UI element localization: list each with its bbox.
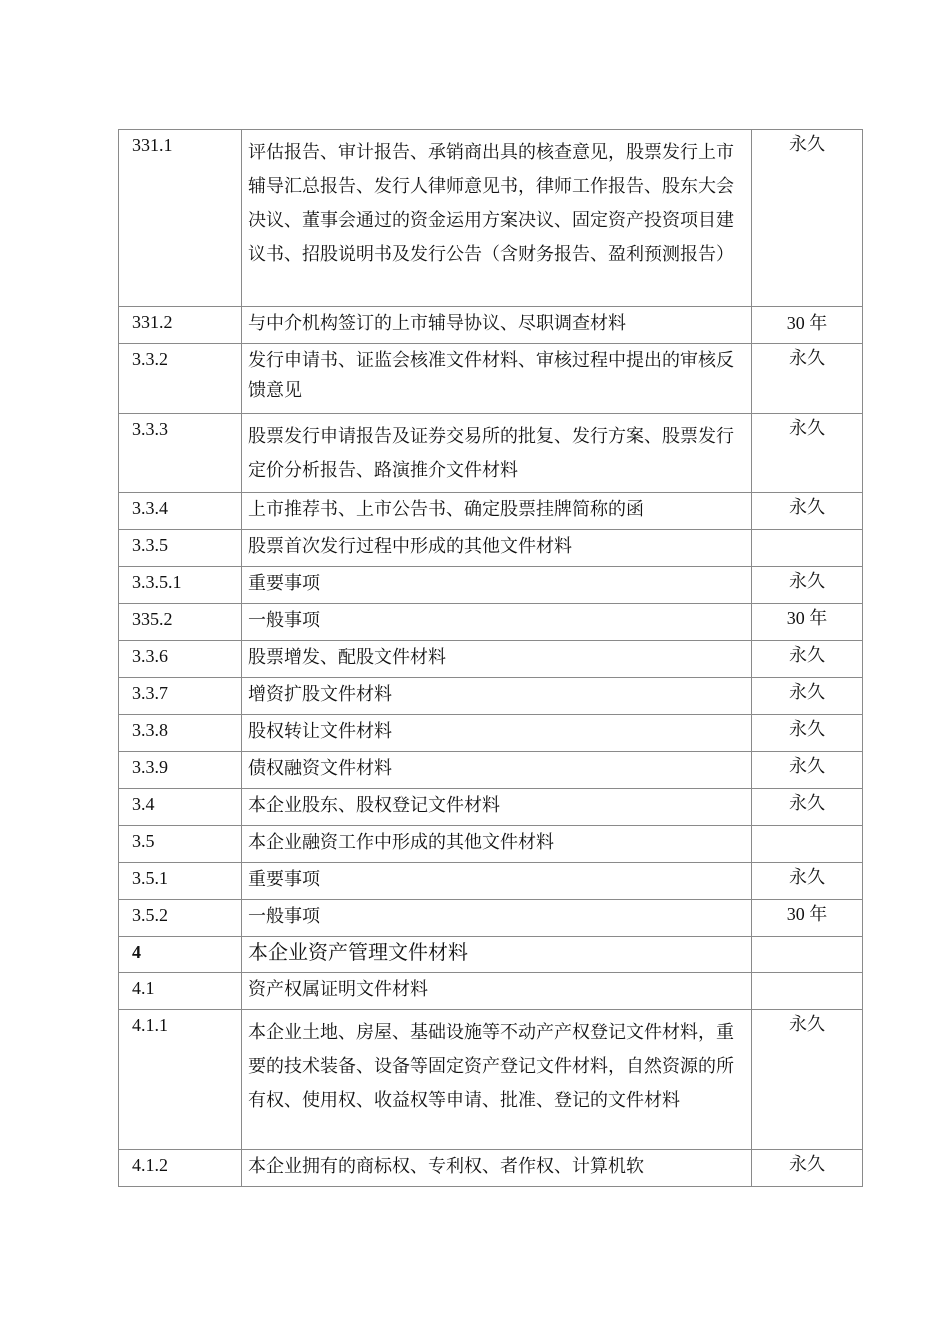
row-description: 重要事项 <box>242 863 752 900</box>
table-row <box>119 789 863 826</box>
table-row <box>119 1150 863 1187</box>
row-description: 股票首次发行过程中形成的其他文件材料 <box>242 530 752 567</box>
row-description: 资产权属证明文件材料 <box>242 973 752 1010</box>
row-description: 本企业股东、股权登记文件材料 <box>242 789 752 826</box>
row-retention-period <box>752 937 863 973</box>
row-retention-period: 永久 <box>752 1010 863 1150</box>
row-code: 4.1.1 <box>119 1010 242 1150</box>
row-retention-period: 永久 <box>752 715 863 752</box>
row-code: 3.3.6 <box>119 641 242 678</box>
row-description: 与中介机构签订的上市辅导协议、尽职调查材料 <box>242 307 752 344</box>
table-row <box>119 641 863 678</box>
row-code: 3.4 <box>119 789 242 826</box>
row-retention-period <box>752 530 863 567</box>
row-description: 股票发行申请报告及证券交易所的批复、发行方案、股票发行定价分析报告、路演推介文件材料 <box>242 414 752 493</box>
table-row <box>119 863 863 900</box>
row-description: 一般事项 <box>242 604 752 641</box>
row-code: 3.3.2 <box>119 344 242 414</box>
row-retention-period: 永久 <box>752 641 863 678</box>
row-description: 发行申请书、证监会核准文件材料、审核过程中提出的审核反馈意见 <box>242 344 752 414</box>
row-code: 3.3.3 <box>119 414 242 493</box>
row-code: 331.1 <box>119 130 242 307</box>
row-code: 3.3.5 <box>119 530 242 567</box>
table-row <box>119 567 863 604</box>
row-description: 本企业资产管理文件材料 <box>242 937 752 973</box>
row-retention-period: 30 年 <box>752 307 863 344</box>
row-description: 股权转让文件材料 <box>242 715 752 752</box>
row-retention-period <box>752 973 863 1010</box>
row-code: 3.5.1 <box>119 863 242 900</box>
row-retention-period <box>752 826 863 863</box>
row-description: 本企业拥有的商标权、专利权、者作权、计算机软 <box>242 1150 752 1187</box>
table-row <box>119 604 863 641</box>
row-code: 3.3.4 <box>119 493 242 530</box>
table-row <box>119 493 863 530</box>
row-code: 3.5 <box>119 826 242 863</box>
row-description: 重要事项 <box>242 567 752 604</box>
table-row <box>119 826 863 863</box>
table-row <box>119 937 863 973</box>
row-code: 4.1 <box>119 973 242 1010</box>
table-row <box>119 344 863 414</box>
row-code: 4.1.2 <box>119 1150 242 1187</box>
row-description: 本企业融资工作中形成的其他文件材料 <box>242 826 752 863</box>
table-row <box>119 1010 863 1150</box>
row-description: 增资扩股文件材料 <box>242 678 752 715</box>
row-retention-period: 永久 <box>752 752 863 789</box>
row-retention-period: 永久 <box>752 493 863 530</box>
row-retention-period: 永久 <box>752 130 863 307</box>
retention-schedule-table <box>118 129 863 1187</box>
row-code: 3.3.8 <box>119 715 242 752</box>
row-description: 股票增发、配股文件材料 <box>242 641 752 678</box>
row-code: 3.3.5.1 <box>119 567 242 604</box>
row-retention-period: 永久 <box>752 414 863 493</box>
row-description: 一般事项 <box>242 900 752 937</box>
row-description: 债权融资文件材料 <box>242 752 752 789</box>
row-description: 本企业土地、房屋、基础设施等不动产产权登记文件材料，重要的技术装备、设备等固定资产登记文件材料，自然资源的所有权、使用权、收益权等申请、批准、登记的文件材料 <box>242 1010 752 1150</box>
table-row <box>119 307 863 344</box>
row-retention-period: 30 年 <box>752 604 863 641</box>
table-row <box>119 900 863 937</box>
row-code: 4 <box>119 937 242 973</box>
row-code: 3.3.7 <box>119 678 242 715</box>
table-row <box>119 752 863 789</box>
table-row <box>119 414 863 493</box>
row-description: 评估报告、审计报告、承销商出具的核查意见，股票发行上市辅导汇总报告、发行人律师意见书，律师工作报告、股东大会决议、董事会通过的资金运用方案决议、固定资产投资项目建议书、招股说明书及发行公告（含财务报告、盈利预测报告） <box>242 130 752 307</box>
row-retention-period: 永久 <box>752 863 863 900</box>
row-retention-period: 永久 <box>752 678 863 715</box>
table-row <box>119 130 863 307</box>
table-row <box>119 973 863 1010</box>
row-retention-period: 30 年 <box>752 900 863 937</box>
row-code: 335.2 <box>119 604 242 641</box>
row-code: 3.5.2 <box>119 900 242 937</box>
table-row <box>119 530 863 567</box>
row-code: 331.2 <box>119 307 242 344</box>
table-row <box>119 678 863 715</box>
row-retention-period: 永久 <box>752 789 863 826</box>
table-row <box>119 715 863 752</box>
row-retention-period: 永久 <box>752 1150 863 1187</box>
row-description: 上市推荐书、上市公告书、确定股票挂牌简称的函 <box>242 493 752 530</box>
row-retention-period: 永久 <box>752 567 863 604</box>
row-code: 3.3.9 <box>119 752 242 789</box>
row-retention-period: 永久 <box>752 344 863 414</box>
